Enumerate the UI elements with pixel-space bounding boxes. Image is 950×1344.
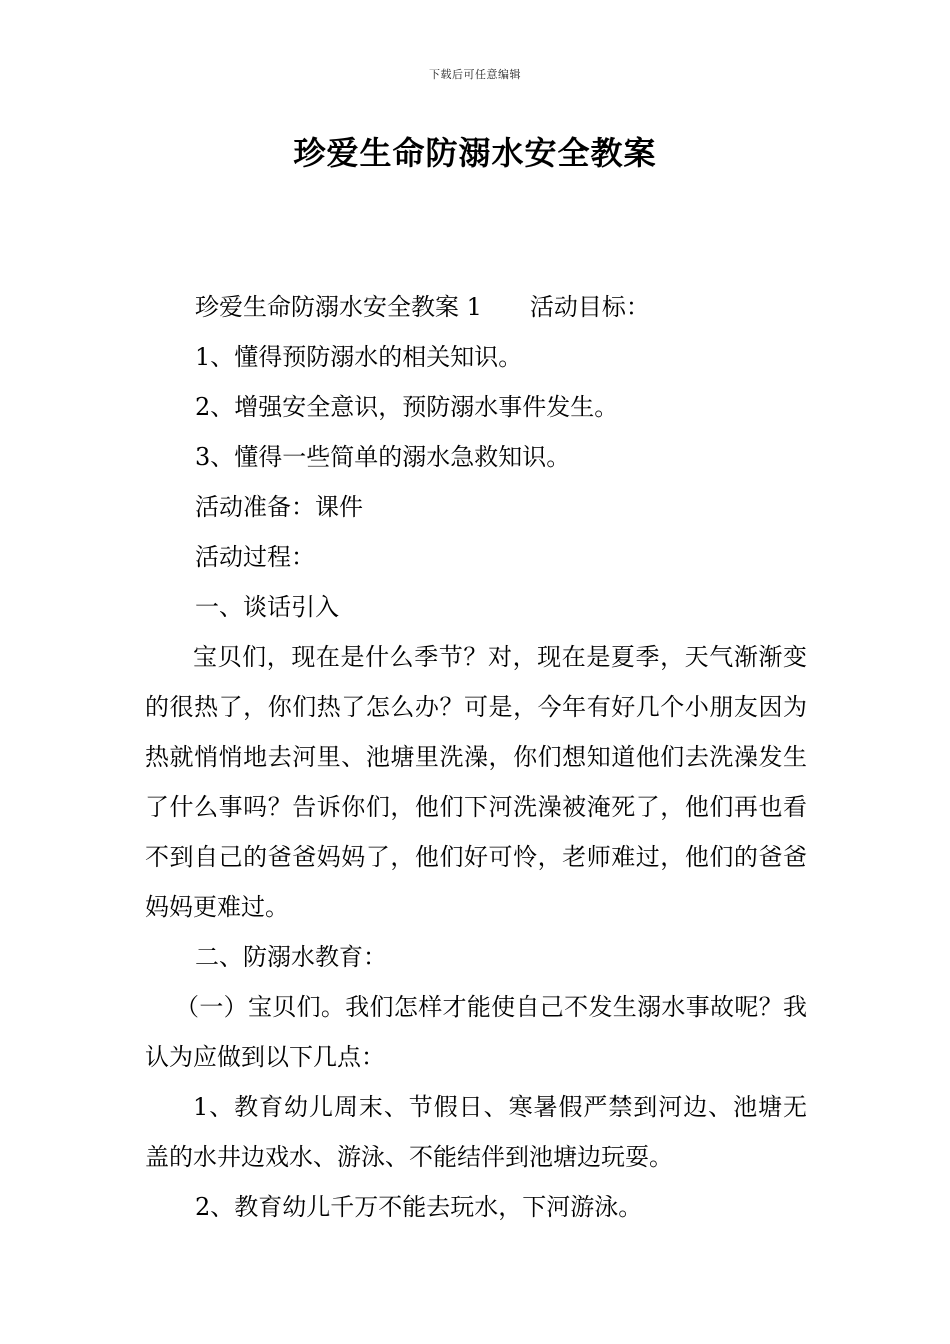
paragraph: 1、教育幼儿周末、节假日、寒暑假严禁到河边、池塘无盖的水井边戏水、游泳、不能结伴到池塘边玩耍。 xyxy=(145,1093,807,1171)
paragraph: 2、增强安全意识，预防溺水事件发生。 xyxy=(195,393,619,421)
header-note: 下载后可任意编辑 xyxy=(429,68,521,81)
paragraph: 宝贝们，现在是什么季节？对，现在是夏季，天气渐渐变的很热了，你们热了怎么办？可是，今年有好几个小朋友因为热就悄悄地去河里、池塘里洗澡，你们想知道他们去洗澡发生了什么事吗？告诉你们，他们下河洗澡被淹死了，他们再也看不到自己的爸爸妈妈了，他们好可怜，老师难过，他们的爸爸妈妈更难过。 xyxy=(145,643,807,921)
document-body xyxy=(145,282,807,1232)
paragraph: （一）宝贝们。我们怎样才能使自己不发生溺水事故呢？我认为应做到以下几点： xyxy=(145,993,807,1071)
paragraph: 一、谈话引入 xyxy=(195,593,339,621)
paragraph: 活动过程： xyxy=(195,543,315,571)
objectives-label: 活动目标： xyxy=(529,293,650,321)
lesson-heading: 珍爱生命防溺水安全教案 1 xyxy=(195,293,482,321)
document-title: 珍爱生命防溺水安全教案 xyxy=(293,134,657,172)
paragraph: 二、防溺水教育： xyxy=(195,943,387,971)
paragraph: 活动准备：课件 xyxy=(195,493,363,521)
paragraph: 2、教育幼儿千万不能去玩水，下河游泳。 xyxy=(195,1193,643,1221)
paragraph: 1、懂得预防溺水的相关知识。 xyxy=(195,343,523,371)
intro-line xyxy=(145,282,807,332)
paragraph: 3、懂得一些简单的溺水急救知识。 xyxy=(195,443,571,471)
